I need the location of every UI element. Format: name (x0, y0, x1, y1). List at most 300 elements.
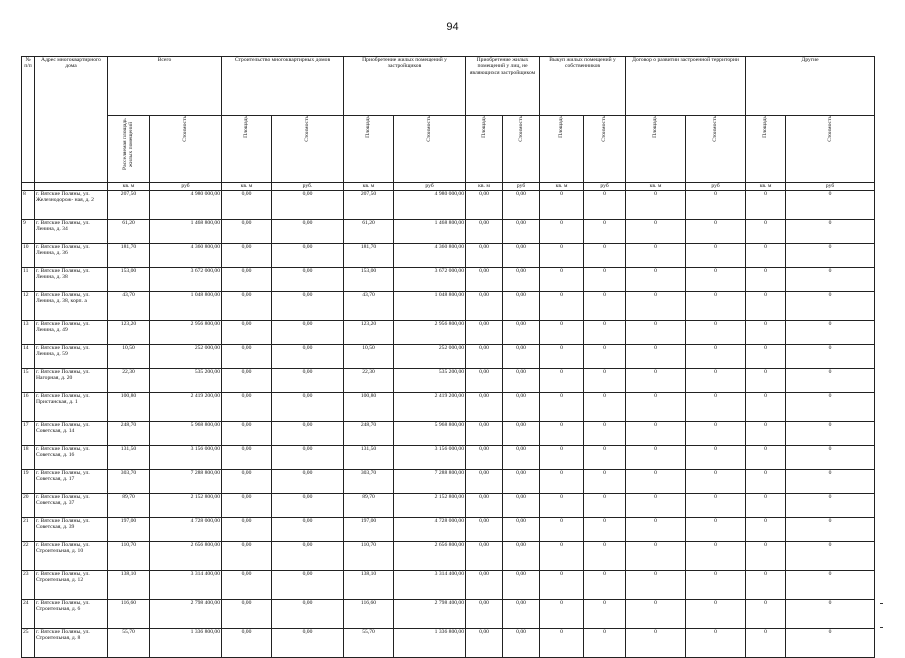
row-value: 0 (746, 422, 786, 446)
row-value: 0 (584, 345, 626, 369)
row-value: 0 (540, 600, 584, 629)
row-value: 0,00 (222, 393, 272, 422)
row-value: 0 (626, 571, 686, 600)
row-value: 0 (786, 542, 875, 571)
row-value: 0 (584, 244, 626, 268)
row-value: 2 798 400,00 (150, 600, 222, 629)
row-value: 0 (540, 345, 584, 369)
row-value: 0,00 (466, 629, 503, 658)
unit-cell: кв. м (746, 183, 786, 191)
row-value: 0 (746, 629, 786, 658)
row-value: 0 (626, 292, 686, 321)
header-construction: Строительство многоквартирных домов (222, 57, 344, 116)
subheader-cost: Стоимость (394, 116, 466, 183)
row-value: 0,00 (222, 321, 272, 345)
row-value: 0,00 (466, 571, 503, 600)
subheader-cost: Стоимость (503, 116, 540, 183)
row-value: 0,00 (503, 292, 540, 321)
row-value: 0,00 (222, 345, 272, 369)
unit-cell: руб (150, 183, 222, 191)
row-value: 0,00 (222, 571, 272, 600)
header-address: Адрес многоквартирного дома (35, 57, 108, 183)
row-value: 0 (746, 571, 786, 600)
row-value: 3 314 400,00 (150, 571, 222, 600)
row-value: 2 656 800,00 (394, 542, 466, 571)
row-value: 1 336 800,00 (150, 629, 222, 658)
row-value: 0 (686, 321, 746, 345)
row-value: 0,00 (466, 369, 503, 393)
row-value: 0,00 (503, 220, 540, 244)
row-value: 55,70 (344, 629, 394, 658)
row-value: 5 968 800,00 (150, 422, 222, 446)
row-value: 0,00 (272, 422, 344, 446)
row-value: 0,00 (222, 494, 272, 518)
row-value: 0,00 (466, 191, 503, 220)
row-value: 0 (686, 446, 746, 470)
row-value: 0,00 (222, 629, 272, 658)
table-row (22, 292, 875, 321)
units-row (22, 183, 875, 191)
row-value: 0 (746, 470, 786, 494)
resettlement-table (21, 56, 875, 658)
row-value: 0,00 (466, 470, 503, 494)
row-value: 0 (584, 629, 626, 658)
row-value: 0 (786, 345, 875, 369)
row-value: 0 (746, 542, 786, 571)
table-row (22, 518, 875, 542)
row-value: 0,00 (272, 345, 344, 369)
row-value: 89,70 (344, 494, 394, 518)
row-value: 0 (584, 191, 626, 220)
subheader-cost: Стоимость (686, 116, 746, 183)
row-value: 0 (540, 629, 584, 658)
row-value: 0 (540, 470, 584, 494)
row-value: 2 798 400,00 (394, 600, 466, 629)
row-value: 0 (746, 393, 786, 422)
row-value: 0,00 (503, 518, 540, 542)
row-value: 7 288 800,00 (150, 470, 222, 494)
row-value: 0,00 (503, 446, 540, 470)
row-value: 0,00 (503, 244, 540, 268)
row-value: 0 (584, 220, 626, 244)
row-value: 4 980 000,00 (150, 191, 222, 220)
row-value: 0 (746, 446, 786, 470)
row-value: 0,00 (272, 369, 344, 393)
row-value: 0,00 (272, 446, 344, 470)
row-value: 248,70 (344, 422, 394, 446)
row-value: 207,50 (108, 191, 150, 220)
row-value: 123,20 (108, 321, 150, 345)
subheader-area: Площадь (746, 116, 786, 183)
row-value: 0,00 (466, 345, 503, 369)
row-value: 0 (746, 518, 786, 542)
row-number: 25 (22, 629, 35, 658)
row-value: 1 468 800,00 (394, 220, 466, 244)
row-number: 20 (22, 494, 35, 518)
row-value: 0 (540, 393, 584, 422)
row-value: 123,20 (344, 321, 394, 345)
table-row (22, 345, 875, 369)
row-value: 2 152 800,00 (150, 494, 222, 518)
row-value: 0,00 (503, 600, 540, 629)
row-value: 0 (686, 470, 746, 494)
row-value: 0 (626, 600, 686, 629)
table-row (22, 268, 875, 292)
row-value: 131,50 (344, 446, 394, 470)
unit-cell: руб (584, 183, 626, 191)
row-value: 61,20 (344, 220, 394, 244)
row-value: 0 (686, 494, 746, 518)
page-number: 94 (446, 21, 459, 33)
header-buyout: Выкуп жилых помещений у собственников (540, 57, 626, 116)
row-number: 24 (22, 600, 35, 629)
row-value: 303,70 (344, 470, 394, 494)
row-value: 2 419 200,00 (150, 393, 222, 422)
row-value: 0,00 (222, 518, 272, 542)
row-number: 12 (22, 292, 35, 321)
row-value: 0 (786, 446, 875, 470)
row-value: 0 (540, 542, 584, 571)
row-value: 0,00 (222, 244, 272, 268)
row-number: 10 (22, 244, 35, 268)
row-value: 138,10 (344, 571, 394, 600)
row-value: 0 (746, 268, 786, 292)
row-value: 0 (626, 244, 686, 268)
row-value: 0 (584, 518, 626, 542)
subheader-area: Площадь (626, 116, 686, 183)
scan-mark (880, 603, 883, 604)
unit-cell: кв. м (108, 183, 150, 191)
row-value: 0 (686, 542, 746, 571)
row-address: г. Вятские Поляны, ул. Советская, д. 16 (35, 446, 108, 470)
row-value: 4 728 000,00 (394, 518, 466, 542)
row-value: 0 (786, 470, 875, 494)
row-value: 0 (786, 220, 875, 244)
unit-cell: кв. м (222, 183, 272, 191)
unit-cell: руб (394, 183, 466, 191)
row-value: 0,00 (272, 518, 344, 542)
row-value: 138,10 (108, 571, 150, 600)
row-value: 0 (626, 470, 686, 494)
row-value: 43,70 (344, 292, 394, 321)
row-value: 0 (540, 244, 584, 268)
row-number: 14 (22, 345, 35, 369)
row-value: 0 (626, 345, 686, 369)
row-value: 22,30 (344, 369, 394, 393)
row-value: 0,00 (272, 600, 344, 629)
unit-cell: руб (503, 183, 540, 191)
row-value: 0,00 (222, 220, 272, 244)
row-value: 0,00 (222, 446, 272, 470)
row-value: 0,00 (272, 542, 344, 571)
row-value: 0 (626, 629, 686, 658)
row-value: 3 156 000,00 (150, 446, 222, 470)
row-value: 0 (786, 244, 875, 268)
row-value: 0,00 (272, 244, 344, 268)
row-value: 0 (584, 393, 626, 422)
subheader-area: Площадь (344, 116, 394, 183)
row-value: 181,70 (344, 244, 394, 268)
table-row (22, 629, 875, 658)
table-row (22, 446, 875, 470)
row-value: 0,00 (466, 292, 503, 321)
row-value: 0 (626, 191, 686, 220)
row-value: 43,70 (108, 292, 150, 321)
row-number: 8 (22, 191, 35, 220)
row-value: 0,00 (222, 542, 272, 571)
row-address: г. Вятские Поляны, ул. Строительная, д. 6 (35, 600, 108, 629)
table-row (22, 191, 875, 220)
row-value: 0 (786, 494, 875, 518)
unit-blank (22, 183, 35, 191)
row-value: 535 200,00 (394, 369, 466, 393)
row-value: 0,00 (503, 422, 540, 446)
row-value: 0,00 (272, 494, 344, 518)
row-value: 0 (746, 191, 786, 220)
row-value: 303,70 (108, 470, 150, 494)
row-value: 5 968 800,00 (394, 422, 466, 446)
row-value: 1 048 800,00 (394, 292, 466, 321)
row-value: 0 (686, 600, 746, 629)
row-value: 0 (540, 369, 584, 393)
row-value: 110,70 (344, 542, 394, 571)
row-value: 153,00 (344, 268, 394, 292)
row-value: 4 980 000,00 (394, 191, 466, 220)
row-value: 0,00 (222, 369, 272, 393)
row-value: 55,70 (108, 629, 150, 658)
row-value: 0,00 (272, 292, 344, 321)
row-value: 0 (626, 518, 686, 542)
row-value: 0,00 (466, 542, 503, 571)
subheader-cost: Стоимость (272, 116, 344, 183)
unit-cell: кв. м (626, 183, 686, 191)
row-value: 0 (686, 629, 746, 658)
row-value: 0 (626, 369, 686, 393)
row-value: 0 (786, 393, 875, 422)
row-value: 0 (686, 220, 746, 244)
row-value: 0,00 (466, 244, 503, 268)
row-value: 0,00 (503, 321, 540, 345)
row-value: 0 (686, 292, 746, 321)
header-total: Всего (108, 57, 222, 116)
row-value: 89,70 (108, 494, 150, 518)
row-value: 248,70 (108, 422, 150, 446)
row-value: 100,80 (344, 393, 394, 422)
row-value: 0,00 (222, 268, 272, 292)
row-value: 1 336 800,00 (394, 629, 466, 658)
row-value: 100,80 (108, 393, 150, 422)
row-value: 0 (626, 494, 686, 518)
row-value: 0,00 (466, 220, 503, 244)
row-value: 0 (686, 268, 746, 292)
row-value: 0,00 (466, 600, 503, 629)
row-value: 0 (746, 494, 786, 518)
subheader-area: Площадь (466, 116, 503, 183)
row-value: 4 360 800,00 (150, 244, 222, 268)
table-row (22, 393, 875, 422)
row-value: 2 956 800,00 (150, 321, 222, 345)
row-value: 0,00 (272, 220, 344, 244)
row-value: 0 (626, 321, 686, 345)
row-number: 22 (22, 542, 35, 571)
row-value: 197,00 (108, 518, 150, 542)
row-value: 197,00 (344, 518, 394, 542)
row-value: 0 (540, 446, 584, 470)
row-value: 0,00 (503, 629, 540, 658)
row-address: г. Вятские Поляны, ул. Строительная, д. 12 (35, 571, 108, 600)
row-value: 3 672 000,00 (394, 268, 466, 292)
row-address: г. Вятские Поляны, ул. Железнодорож- ная, д. 2 (35, 191, 108, 220)
table-row (22, 244, 875, 268)
row-address: г. Вятские Поляны, ул. Пристанская, д. 1 (35, 393, 108, 422)
table-header (22, 57, 875, 183)
row-value: 0,00 (466, 422, 503, 446)
unit-cell: кв. м (540, 183, 584, 191)
row-number: 16 (22, 393, 35, 422)
row-value: 0 (786, 629, 875, 658)
row-number: 19 (22, 470, 35, 494)
row-value: 2 956 800,00 (394, 321, 466, 345)
row-value: 0 (584, 446, 626, 470)
row-address: г. Вятские Поляны, ул. Советская, д. 37 (35, 494, 108, 518)
row-value: 535 200,00 (150, 369, 222, 393)
row-value: 0 (626, 422, 686, 446)
row-value: 0 (626, 220, 686, 244)
table-row (22, 494, 875, 518)
row-value: 0 (584, 292, 626, 321)
table-row (22, 369, 875, 393)
row-address: г. Вятские Поляны, ул. Строительная, д. 8 (35, 629, 108, 658)
row-address: г. Вятские Поляны, ул. Строительная, д. 10 (35, 542, 108, 571)
row-value: 0 (746, 600, 786, 629)
row-value: 0 (786, 191, 875, 220)
row-value: 0 (626, 446, 686, 470)
header-other: Другие (746, 57, 875, 116)
row-value: 0,00 (503, 571, 540, 600)
table-body (22, 183, 875, 658)
row-value: 0,00 (503, 191, 540, 220)
row-value: 0 (584, 571, 626, 600)
row-value: 0 (686, 369, 746, 393)
row-value: 0,00 (272, 571, 344, 600)
row-value: 0 (540, 220, 584, 244)
row-value: 0,00 (272, 321, 344, 345)
row-value: 0,00 (466, 268, 503, 292)
row-value: 0,00 (503, 494, 540, 518)
row-value: 0,00 (272, 393, 344, 422)
subheader-cost: Стоимость (584, 116, 626, 183)
row-value: 0 (746, 321, 786, 345)
row-value: 0,00 (466, 393, 503, 422)
row-number: 9 (22, 220, 35, 244)
row-value: 0 (786, 321, 875, 345)
table-row (22, 422, 875, 446)
row-value: 1 468 800,00 (150, 220, 222, 244)
row-value: 0,00 (222, 470, 272, 494)
row-value: 0 (540, 321, 584, 345)
unit-cell: кв. м (466, 183, 503, 191)
row-address: г. Вятские Поляны, ул. Ленина, д. 36 (35, 244, 108, 268)
subheader-cost: Стоимость (786, 116, 875, 183)
row-value: 0 (540, 571, 584, 600)
row-value: 0 (686, 518, 746, 542)
row-value: 1 048 800,00 (150, 292, 222, 321)
row-value: 116,60 (108, 600, 150, 629)
row-address: г. Вятские Поляны, ул. Ленина, д. 38 (35, 268, 108, 292)
row-value: 0 (540, 422, 584, 446)
row-value: 0 (584, 542, 626, 571)
row-number: 23 (22, 571, 35, 600)
row-value: 0 (540, 292, 584, 321)
scan-mark (880, 627, 883, 628)
row-value: 110,70 (108, 542, 150, 571)
header-development-contract: Договор о развитии застроенной территории (626, 57, 746, 116)
table-row (22, 571, 875, 600)
row-value: 0 (786, 600, 875, 629)
row-value: 0 (786, 369, 875, 393)
row-value: 0 (626, 542, 686, 571)
row-value: 0 (686, 345, 746, 369)
row-value: 7 288 800,00 (394, 470, 466, 494)
row-value: 0,00 (503, 393, 540, 422)
row-value: 0 (786, 518, 875, 542)
row-value: 0 (626, 393, 686, 422)
header-purchase-non-developers: Приобретение жилых помещений у лиц, не являющихся застройщиком (466, 57, 540, 116)
row-value: 252 000,00 (150, 345, 222, 369)
subheader-resettled-area: Расселяемая площадь жилых помещений (108, 116, 150, 183)
row-value: 0,00 (466, 446, 503, 470)
row-value: 0 (686, 393, 746, 422)
row-value: 0,00 (272, 191, 344, 220)
unit-cell: кв. м (344, 183, 394, 191)
row-value: 0,00 (466, 494, 503, 518)
subheader-area: Площадь (222, 116, 272, 183)
row-value: 0,00 (272, 629, 344, 658)
row-value: 0,00 (503, 369, 540, 393)
row-value: 0,00 (222, 191, 272, 220)
row-number: 21 (22, 518, 35, 542)
row-value: 131,50 (108, 446, 150, 470)
row-value: 0 (786, 571, 875, 600)
row-value: 2 656 800,00 (150, 542, 222, 571)
row-value: 0,00 (503, 268, 540, 292)
row-value: 2 152 800,00 (394, 494, 466, 518)
row-address: г. Вятские Поляны, ул. Ленина, д. 59 (35, 345, 108, 369)
row-value: 252 000,00 (394, 345, 466, 369)
row-value: 0 (584, 470, 626, 494)
row-number: 17 (22, 422, 35, 446)
row-value: 0 (786, 292, 875, 321)
row-value: 0 (584, 268, 626, 292)
row-value: 4 360 800,00 (394, 244, 466, 268)
table-row (22, 321, 875, 345)
row-value: 0 (746, 220, 786, 244)
row-value: 3 314 400,00 (394, 571, 466, 600)
row-value: 0 (540, 518, 584, 542)
row-value: 0 (686, 422, 746, 446)
unit-blank (35, 183, 108, 191)
row-value: 0,00 (222, 292, 272, 321)
row-value: 207,50 (344, 191, 394, 220)
row-value: 0 (686, 244, 746, 268)
row-address: г. Вятские Поляны, ул. Нагорная, д. 20 (35, 369, 108, 393)
row-number: 18 (22, 446, 35, 470)
row-value: 10,50 (344, 345, 394, 369)
row-value: 2 419 200,00 (394, 393, 466, 422)
row-value: 0 (584, 321, 626, 345)
row-value: 0,00 (466, 518, 503, 542)
row-value: 153,00 (108, 268, 150, 292)
